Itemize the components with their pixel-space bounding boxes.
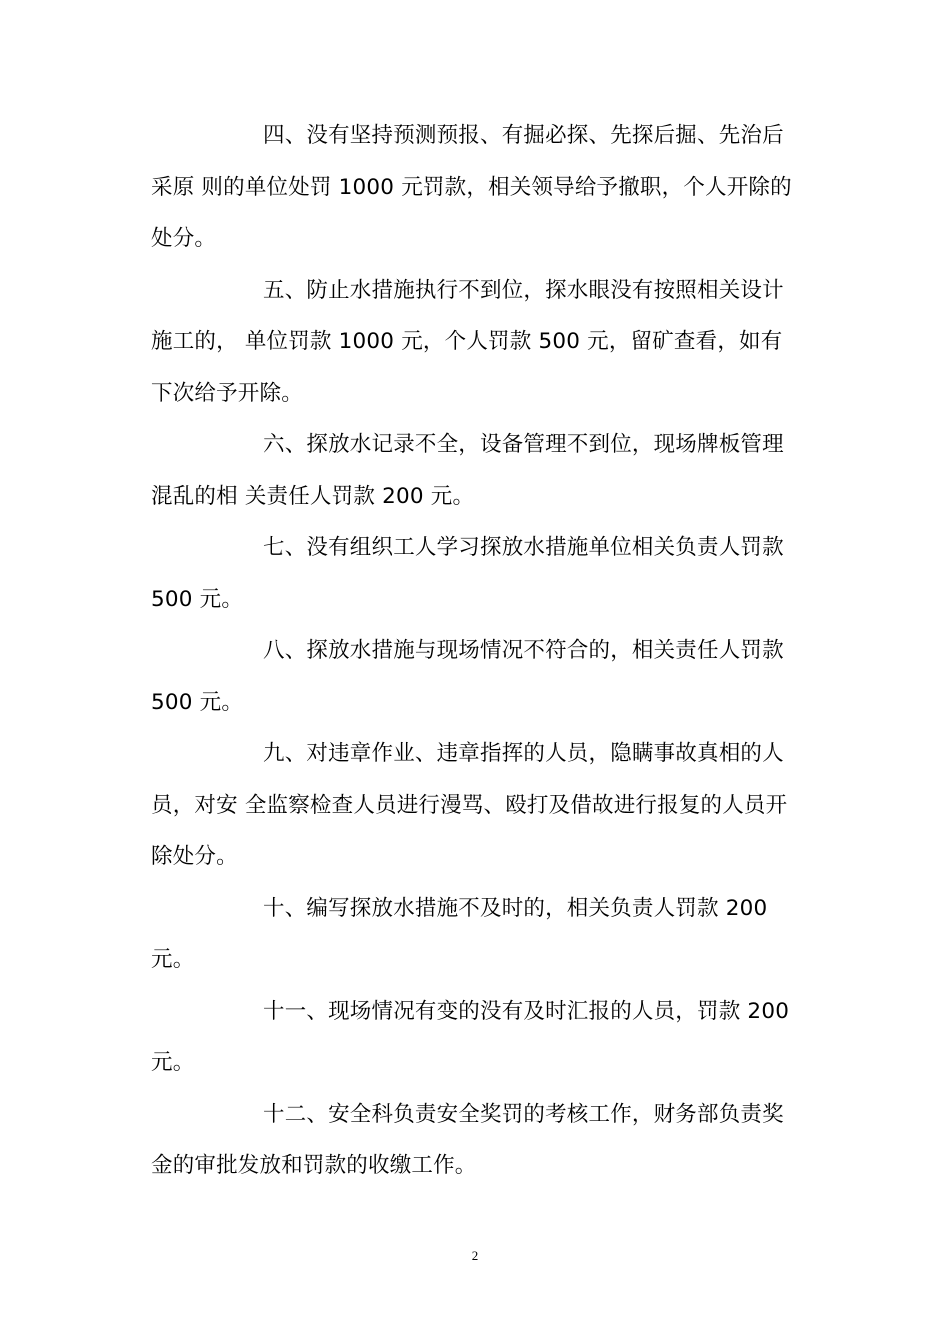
paragraph-rule-6: 六、探放水记录不全，设备管理不到位，现场牌板管理混乱的相 关责任人罚款 200 元。 bbox=[151, 432, 784, 509]
paragraph-rule-10: 十、编写探放水措施不及时的，相关负责人罚款 200 元。 bbox=[151, 895, 768, 972]
paragraph-rule-9: 九、对违章作业、违章指挥的人员，隐瞒事故真相的人员，对安 全监察检查人员进行漫骂、殴打及借故进行报复的人员开除处分。 bbox=[151, 741, 788, 869]
paragraph-rule-7: 七、没有组织工人学习探放水措施单位相关负责人罚款 500 元。 bbox=[151, 535, 784, 612]
paragraph-rule-12: 十二、安全科负责安全奖罚的考核工作，财务部负责奖金的审批发放和罚款的收缴工作。 bbox=[151, 1101, 784, 1178]
paragraph-rule-11: 十一、现场情况有变的没有及时汇报的人员，罚款 200 元。 bbox=[151, 998, 790, 1075]
paragraph-rule-5: 五、防止水措施执行不到位，探水眼没有按照相关设计施工的， 单位罚款 1000 元，个人罚款 500 元，留矿查看，如有下次给予开除。 bbox=[151, 277, 784, 406]
page-number: 2 bbox=[471, 1248, 479, 1263]
paragraph-rule-4: 四、没有坚持预测预报、有掘必探、先探后掘、先治后采原 则的单位处罚 1000 元罚款，相关领导给予撤职，个人开除的处分。 bbox=[151, 123, 792, 251]
document-body bbox=[151, 110, 803, 1192]
paragraph-rule-8: 八、探放水措施与现场情况不符合的，相关责任人罚款 500 元。 bbox=[151, 638, 784, 715]
